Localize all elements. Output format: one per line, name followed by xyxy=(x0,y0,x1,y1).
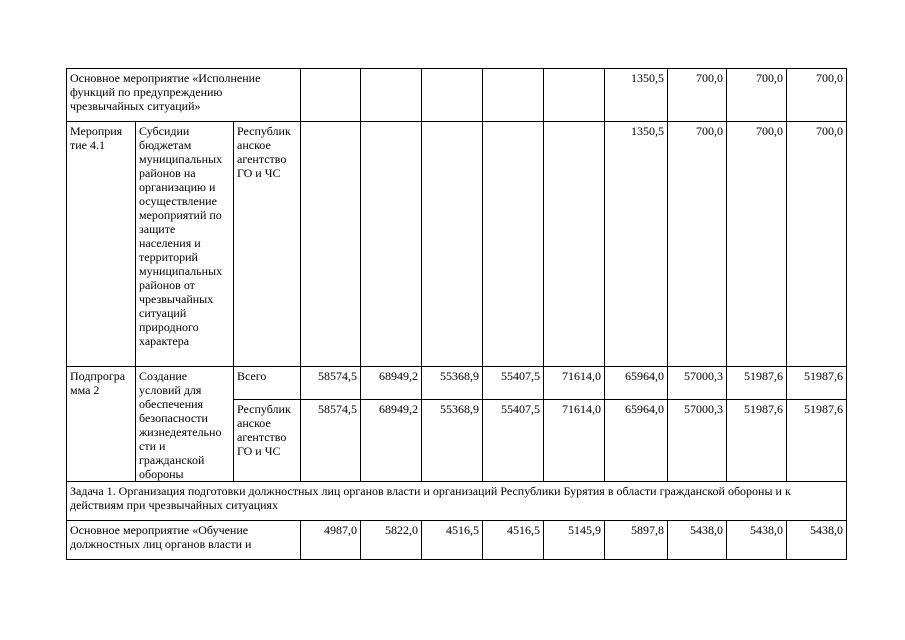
value-cell: 700,0 xyxy=(787,122,847,367)
value-cell: 5438,0 xyxy=(668,521,727,560)
table-row xyxy=(67,367,847,400)
value-cell xyxy=(361,69,422,122)
value-cell xyxy=(361,122,422,367)
value-cell: 71614,0 xyxy=(544,367,605,400)
value-cell: 65964,0 xyxy=(605,399,668,481)
value-cell: 58574,5 xyxy=(301,399,361,481)
value-cell: 5438,0 xyxy=(727,521,787,560)
value-cell xyxy=(422,69,483,122)
value-cell: 4987,0 xyxy=(301,521,361,560)
value-cell: 55407,5 xyxy=(483,399,544,481)
budget-table xyxy=(66,68,847,560)
value-cell: 55368,9 xyxy=(422,367,483,400)
value-cell xyxy=(422,122,483,367)
value-cell xyxy=(483,122,544,367)
value-cell: 55368,9 xyxy=(422,399,483,481)
value-cell: 700,0 xyxy=(668,69,727,122)
value-cell: 700,0 xyxy=(727,69,787,122)
subprogram-name: Создание условий для обеспечения безопасности жизнедеятельно сти и гражданской обороны xyxy=(136,367,234,482)
value-cell: 51987,6 xyxy=(727,367,787,400)
value-cell: 55407,5 xyxy=(483,367,544,400)
value-cell: 700,0 xyxy=(787,69,847,122)
value-cell xyxy=(301,69,361,122)
value-cell: 5438,0 xyxy=(787,521,847,560)
value-cell xyxy=(301,122,361,367)
value-cell: 5145,9 xyxy=(544,521,605,560)
value-cell: 57000,3 xyxy=(668,399,727,481)
executor: Республик анское агентство ГО и ЧС xyxy=(234,399,301,481)
task-heading: Задача 1. Организация подготовки должностных лиц органов власти и организаций Республики Бурятия в области гражданской обороны и к действиям при чрезвычайных ситуациях xyxy=(67,482,847,521)
activity-name: Субсидии бюджетам муниципальных районов на организацию и осуществление мероприятий по защите населения и территорий муниципальных районов от чрезвычайных ситуаций природного характера xyxy=(136,122,234,367)
table-row xyxy=(67,69,847,122)
value-cell: 4516,5 xyxy=(483,521,544,560)
value-cell: 57000,3 xyxy=(668,367,727,400)
table-row xyxy=(67,122,847,367)
value-cell xyxy=(544,69,605,122)
value-cell: 700,0 xyxy=(727,122,787,367)
value-cell: 1350,5 xyxy=(605,69,668,122)
value-cell: 58574,5 xyxy=(301,367,361,400)
executor: Всего xyxy=(234,367,301,400)
value-cell: 1350,5 xyxy=(605,122,668,367)
value-cell: 51987,6 xyxy=(787,367,847,400)
value-cell: 68949,2 xyxy=(361,367,422,400)
value-cell: 5822,0 xyxy=(361,521,422,560)
main-activity-label: Основное мероприятие «Исполнение функций по предупреждению чрезвычайных ситуаций» xyxy=(67,69,301,122)
value-cell: 68949,2 xyxy=(361,399,422,481)
value-cell: 51987,6 xyxy=(787,399,847,481)
value-cell xyxy=(544,122,605,367)
table-row xyxy=(67,482,847,521)
value-cell: 65964,0 xyxy=(605,367,668,400)
table-row xyxy=(67,521,847,560)
activity-code: Мероприя тие 4.1 xyxy=(67,122,136,367)
main-activity-label: Основное мероприятие «Обучение должностных лиц органов власти и xyxy=(67,521,301,560)
value-cell xyxy=(483,69,544,122)
subprogram-code: Подпрогра мма 2 xyxy=(67,367,136,482)
value-cell: 4516,5 xyxy=(422,521,483,560)
value-cell: 700,0 xyxy=(668,122,727,367)
value-cell: 51987,6 xyxy=(727,399,787,481)
value-cell: 71614,0 xyxy=(544,399,605,481)
value-cell: 5897,8 xyxy=(605,521,668,560)
executor: Республик анское агентство ГО и ЧС xyxy=(234,122,301,367)
